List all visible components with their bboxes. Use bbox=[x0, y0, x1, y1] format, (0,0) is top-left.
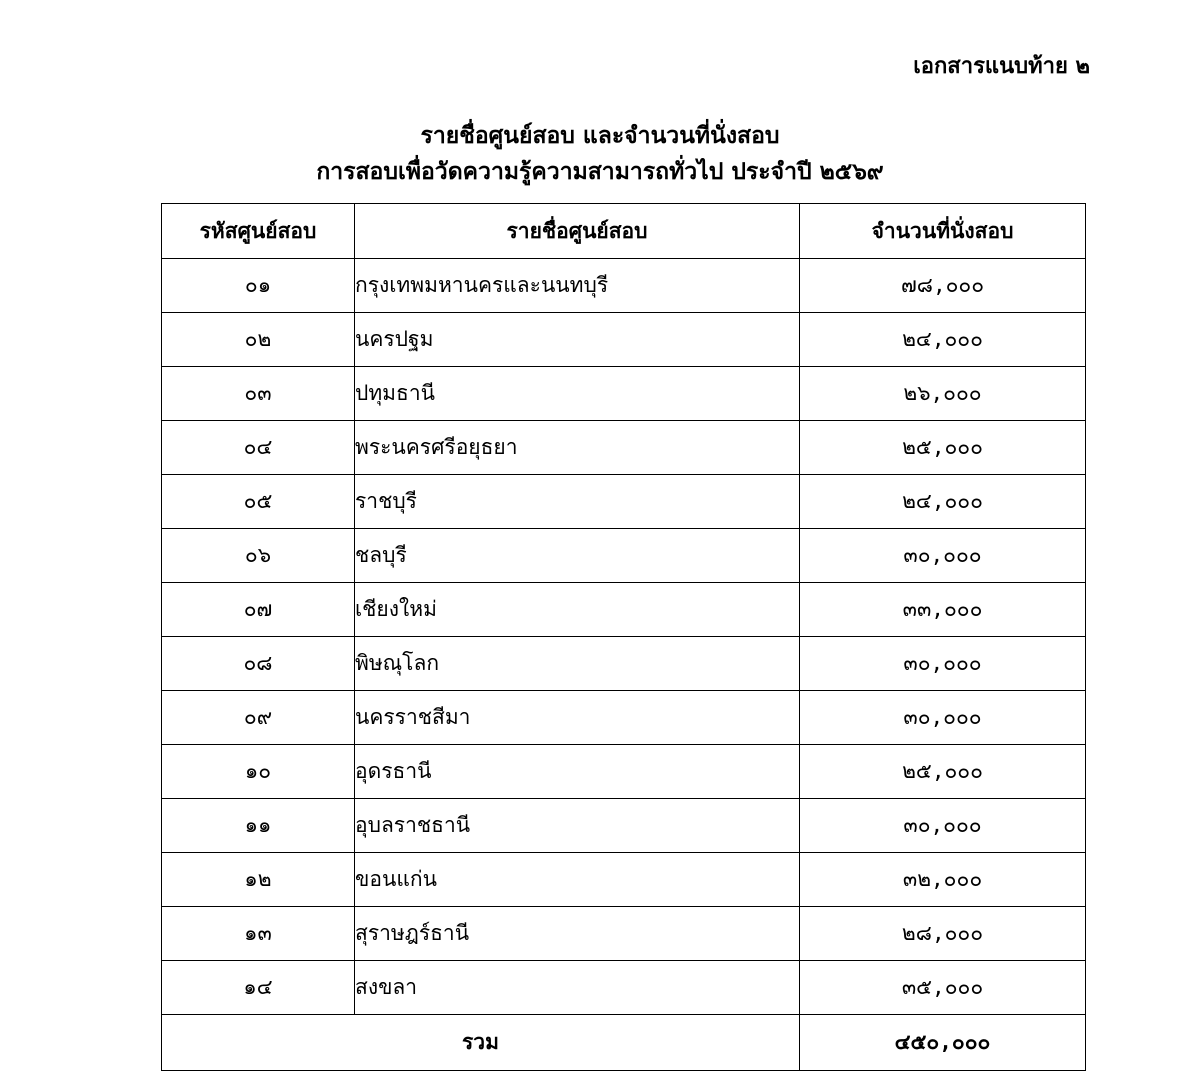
document-title bbox=[0, 118, 1200, 190]
table-row bbox=[162, 421, 1086, 475]
table-row bbox=[162, 529, 1086, 583]
seat-count: ๒๔,๐๐๐ bbox=[800, 313, 1086, 367]
seat-count: ๓๐,๐๐๐ bbox=[800, 529, 1086, 583]
header-seat-count: จำนวนที่นั่งสอบ bbox=[800, 204, 1086, 259]
center-name: ขอนแก่น bbox=[355, 853, 800, 907]
table-row bbox=[162, 313, 1086, 367]
center-name: สงขลา bbox=[355, 961, 800, 1015]
total-seat-count: ๔๕๐,๐๐๐ bbox=[800, 1015, 1086, 1071]
table-header-row bbox=[162, 204, 1086, 259]
seat-count: ๒๕,๐๐๐ bbox=[800, 421, 1086, 475]
table-row bbox=[162, 691, 1086, 745]
center-name: ราชบุรี bbox=[355, 475, 800, 529]
center-name: อุดรธานี bbox=[355, 745, 800, 799]
center-code: ๑๑ bbox=[162, 799, 355, 853]
exam-centers-table bbox=[161, 203, 1086, 1071]
seat-count: ๗๘,๐๐๐ bbox=[800, 259, 1086, 313]
seat-count: ๓๒,๐๐๐ bbox=[800, 853, 1086, 907]
table-row bbox=[162, 745, 1086, 799]
title-line-2: การสอบเพื่อวัดความรู้ความสามารถทั่วไป ประจำปี ๒๕๖๙ bbox=[316, 159, 884, 185]
header-center-name: รายชื่อศูนย์สอบ bbox=[355, 204, 800, 259]
center-name: สุราษฎร์ธานี bbox=[355, 907, 800, 961]
title-line-1: รายชื่อศูนย์สอบ และจำนวนที่นั่งสอบ bbox=[420, 123, 780, 149]
center-code: ๐๘ bbox=[162, 637, 355, 691]
seat-count: ๓๐,๐๐๐ bbox=[800, 637, 1086, 691]
seat-count: ๒๖,๐๐๐ bbox=[800, 367, 1086, 421]
table-row bbox=[162, 853, 1086, 907]
table-row bbox=[162, 475, 1086, 529]
center-name: กรุงเทพมหานครและนนทบุรี bbox=[355, 259, 800, 313]
center-name: ปทุมธานี bbox=[355, 367, 800, 421]
table-row bbox=[162, 907, 1086, 961]
total-label: รวม bbox=[162, 1015, 800, 1071]
center-code: ๐๔ bbox=[162, 421, 355, 475]
seat-count: ๒๔,๐๐๐ bbox=[800, 475, 1086, 529]
center-code: ๐๖ bbox=[162, 529, 355, 583]
seat-count: ๓๐,๐๐๐ bbox=[800, 799, 1086, 853]
center-name: เชียงใหม่ bbox=[355, 583, 800, 637]
center-code: ๐๒ bbox=[162, 313, 355, 367]
seat-count: ๒๕,๐๐๐ bbox=[800, 745, 1086, 799]
table-row bbox=[162, 583, 1086, 637]
center-name: พิษณุโลก bbox=[355, 637, 800, 691]
table-row bbox=[162, 367, 1086, 421]
table-row bbox=[162, 799, 1086, 853]
center-code: ๐๗ bbox=[162, 583, 355, 637]
center-name: ชลบุรี bbox=[355, 529, 800, 583]
attachment-label: เอกสารแนบท้าย ๒ bbox=[913, 54, 1090, 79]
table-row bbox=[162, 259, 1086, 313]
center-code: ๑๔ bbox=[162, 961, 355, 1015]
center-name: อุบลราชธานี bbox=[355, 799, 800, 853]
center-code: ๐๓ bbox=[162, 367, 355, 421]
table-row bbox=[162, 961, 1086, 1015]
seat-count: ๓๕,๐๐๐ bbox=[800, 961, 1086, 1015]
center-code: ๑๓ bbox=[162, 907, 355, 961]
center-code: ๑๒ bbox=[162, 853, 355, 907]
center-name: นครราชสีมา bbox=[355, 691, 800, 745]
seat-count: ๓๐,๐๐๐ bbox=[800, 691, 1086, 745]
center-code: ๐๙ bbox=[162, 691, 355, 745]
center-code: ๐๑ bbox=[162, 259, 355, 313]
seat-count: ๒๘,๐๐๐ bbox=[800, 907, 1086, 961]
center-name: พระนครศรีอยุธยา bbox=[355, 421, 800, 475]
center-code: ๑๐ bbox=[162, 745, 355, 799]
center-code: ๐๕ bbox=[162, 475, 355, 529]
table-row bbox=[162, 637, 1086, 691]
seat-count: ๓๓,๐๐๐ bbox=[800, 583, 1086, 637]
total-row bbox=[162, 1015, 1086, 1071]
center-name: นครปฐม bbox=[355, 313, 800, 367]
header-center-code: รหัสศูนย์สอบ bbox=[162, 204, 355, 259]
